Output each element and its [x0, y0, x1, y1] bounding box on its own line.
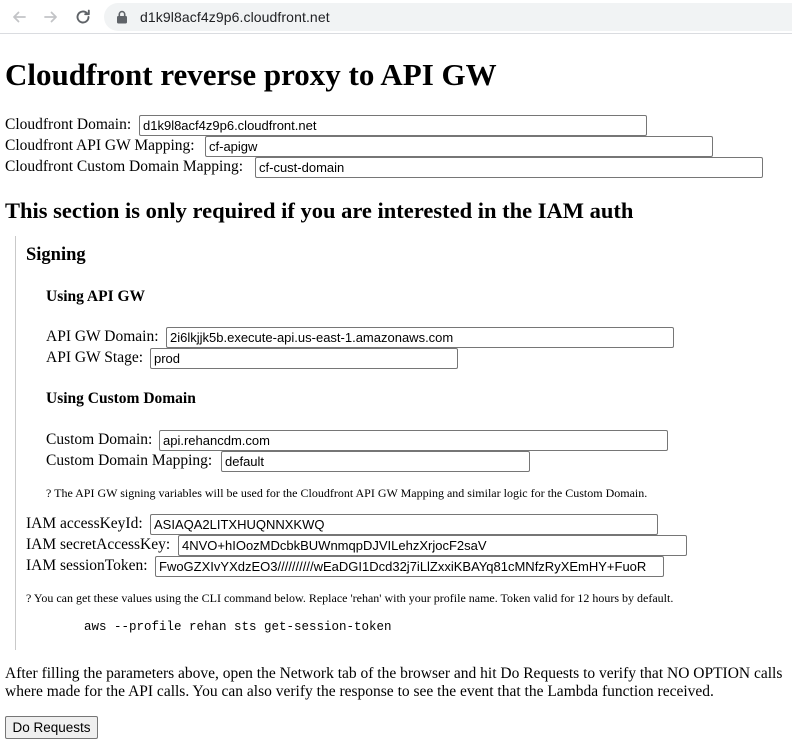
back-arrow-icon[interactable] [8, 6, 30, 28]
instructions-paragraph: After filling the parameters above, open the Network tab of the browser and hit Do Requests to verify that NO OPTION calls where made for the API calls. You can also verify the response to see the event that the Lambda function received. [5, 665, 783, 700]
custom-domain-label: Custom Domain: [46, 431, 153, 448]
signing-legend: Signing [26, 245, 86, 265]
cli-note: ? You can get these values using the CLI command below. Replace 'rehan' with your profile name. Token valid for 12 hours by default. [26, 591, 674, 605]
iam-section-title: This section is only required if you are interested in the IAM auth [5, 198, 634, 223]
custom-domain-mapping-input[interactable]: default [221, 451, 530, 472]
access-key-input[interactable]: ASIAQA2LITXHUQNNXKWQ [150, 514, 658, 535]
reload-icon[interactable] [72, 6, 94, 28]
custom-domain-mapping-label: Custom Domain Mapping: [46, 452, 213, 469]
browser-toolbar [0, 0, 792, 34]
api-gw-stage-input[interactable]: prod [150, 348, 458, 369]
address-bar[interactable] [104, 3, 792, 31]
cli-command: aws --profile rehan sts get-session-token [84, 620, 392, 634]
cloudfront-domain-input[interactable]: d1k9l8acf4z9p6.cloudfront.net [139, 115, 647, 136]
cloudfront-domain-label: Cloudfront Domain: [5, 116, 132, 133]
do-requests-button[interactable]: Do Requests [5, 716, 98, 739]
api-gw-domain-input[interactable]: 2i6lkjjk5b.execute-api.us-east-1.amazonaws.com [166, 327, 674, 348]
lock-icon [116, 10, 128, 29]
page-title: Cloudfront reverse proxy to API GW [5, 57, 497, 92]
session-token-input[interactable]: FwoGZXIvYXdzEO3//////////wEaDGI1Dcd32j7iLlZxxiKBAYq81cMNfzRyXEmHY+FuoR [155, 556, 664, 577]
cloudfront-custom-mapping-input[interactable]: cf-cust-domain [255, 157, 763, 178]
forward-arrow-icon[interactable] [40, 6, 62, 28]
access-key-label: IAM accessKeyId: [26, 515, 143, 532]
cloudfront-custom-mapping-label: Cloudfront Custom Domain Mapping: [5, 158, 244, 175]
api-gw-stage-label: API GW Stage: [46, 349, 144, 366]
session-token-label: IAM sessionToken: [26, 557, 148, 574]
address-url[interactable]: d1k9l8acf4z9p6.cloudfront.net [140, 9, 330, 25]
secret-key-input[interactable]: 4NVO+hIOozMDcbkBUWnmqpDJVILehzXrjocF2saV [178, 535, 687, 556]
signing-fieldset-border [15, 236, 16, 650]
cloudfront-apigw-mapping-label: Cloudfront API GW Mapping: [5, 137, 195, 154]
secret-key-label: IAM secretAccessKey: [26, 536, 171, 553]
using-custom-domain-heading: Using Custom Domain [46, 390, 196, 407]
using-api-gw-heading: Using API GW [46, 288, 146, 305]
signing-note: ? The API GW signing variables will be used for the Cloudfront API GW Mapping and similar logic for the Custom Domain. [46, 486, 648, 500]
api-gw-domain-label: API GW Domain: [46, 328, 159, 345]
cloudfront-apigw-mapping-input[interactable]: cf-apigw [205, 136, 713, 157]
custom-domain-input[interactable]: api.rehancdm.com [159, 430, 668, 451]
